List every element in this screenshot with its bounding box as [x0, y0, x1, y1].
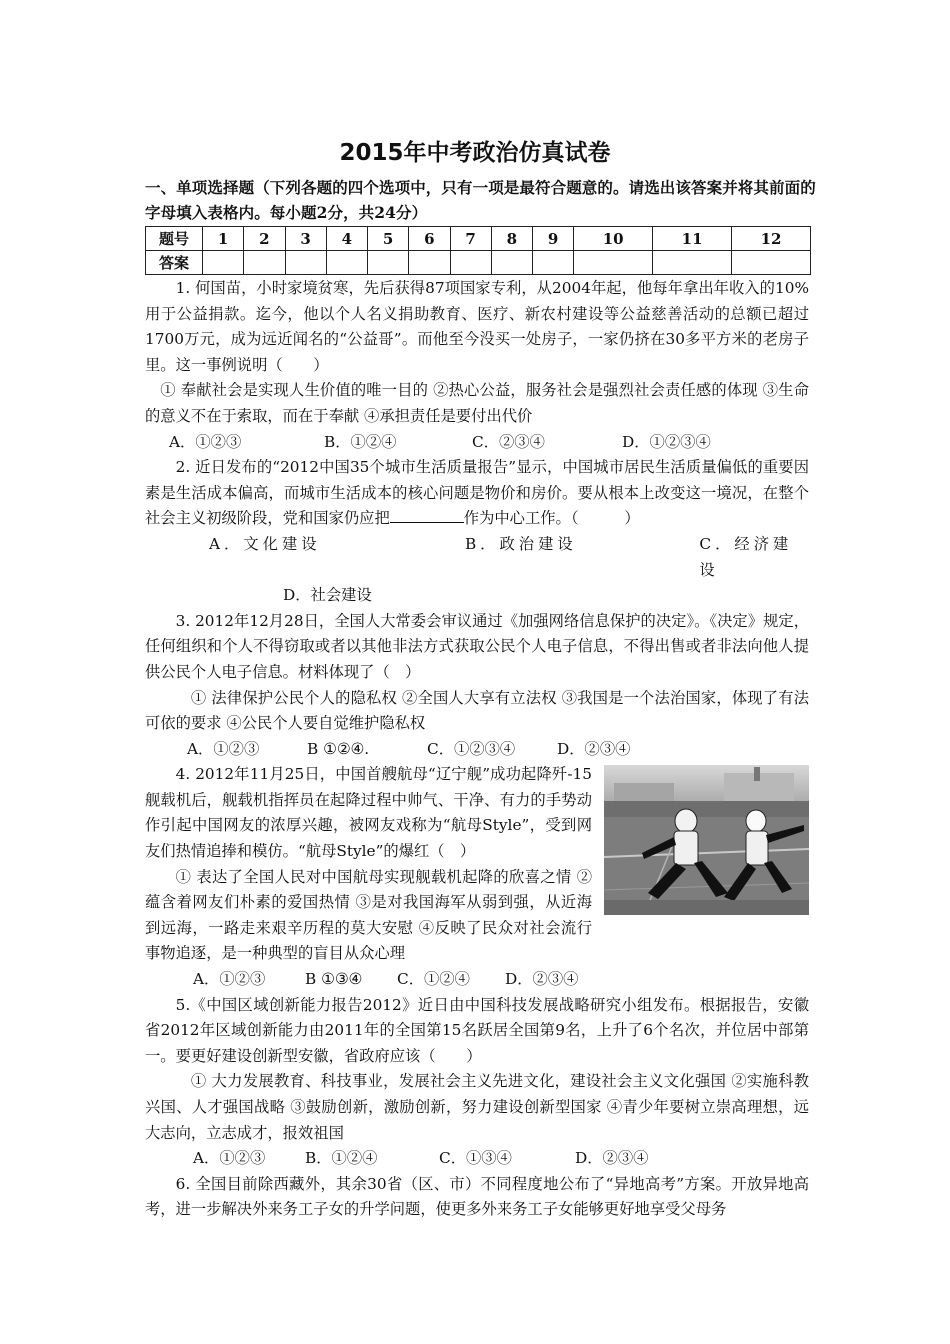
answer-cell[interactable] [653, 251, 732, 275]
table-cell: 8 [491, 227, 532, 251]
question-2-stem-part2: 作为中心工作。（ ） [463, 509, 640, 528]
question-3-statements: ① 法律保护公民个人的隐私权 ②全国人大享有立法权 ③我国是一个法治国家，体现了有法可依的要求 ④公民个人要自觉维护隐私权 [145, 688, 809, 733]
question-1-statements: ① 奉献社会是实现人生价值的唯一目的 ②热心公益，服务社会是强烈社会责任感的体现 ③生命的意义不在于索取，而在于奉献 ④承担责任是要付出代价 [145, 381, 809, 425]
answer-cell[interactable] [533, 251, 574, 275]
question-2-stem-part1: 2. 近日发布的“2012中国35个城市生活质量报告”显示，中国城市居民生活质量偏低的重要因素是生活成本偏高，而城市生活成本的核心问题是物价和房价。要从根本上改变这一境况，在整个社会主义初级阶段，党和国家仍应把 [145, 458, 809, 528]
option-c[interactable]: C．②③④ [472, 432, 545, 451]
question-1-options [145, 430, 809, 456]
question-4-statements: ① 表达了全国人民对中国航母实现舰载机起降的欣喜之情 ②蕴含着网友们朴素的爱国热情 ③是对我国海军从弱到强，从近海到远海，一路走来艰辛历程的莫大安慰 ④反映了民众对社会流行事物追逐，是一种典型的盲目从众心理 [145, 867, 592, 963]
table-row [146, 251, 811, 275]
question-2-options [145, 532, 809, 583]
question-3-stem: 3. 2012年12月28日，全国人大常委会审议通过《加强网络信息保护的决定》。《决定》规定，任何组织和个人不得窃取或者以其他非法方式获取公民个人电子信息，不得出售或者非法向他人提供公民个人电子信息。材料体现了（ ） [145, 611, 809, 681]
table-cell: 2 [244, 227, 285, 251]
answer-cell[interactable] [409, 251, 450, 275]
table-cell: 4 [326, 227, 367, 251]
option-b[interactable]: B ①②④. [307, 739, 370, 758]
option-a[interactable]: A．①②③ [193, 970, 266, 989]
questions-body [145, 276, 809, 1223]
answer-cell[interactable] [450, 251, 491, 275]
option-b[interactable]: B．①②④ [305, 1149, 378, 1168]
table-cell: 10 [574, 227, 653, 251]
question-5-statements: ① 大力发展教育、科技事业，发展社会主义先进文化，建设社会主义文化强国 ②实施科教兴国、人才强国战略 ③鼓励创新，激励创新，努力建设创新型国家 ④青少年要树立崇高理想，远大志向，立志成才，报效祖国 [145, 1072, 809, 1142]
answer-cell[interactable] [368, 251, 409, 275]
option-d[interactable]: D．②③④ [557, 739, 631, 758]
table-cell: 9 [533, 227, 574, 251]
question-6-stem: 6. 全国目前除西藏外，其余30省（区、市）不同程度地公布了“异地高考”方案。开放异地高考，进一步解决外来务工子女的升学问题，使更多外来务工子女能够更好地享受父母务 [145, 1174, 809, 1219]
question-4-options [145, 967, 809, 993]
table-cell: 11 [653, 227, 732, 251]
aircraft-carrier-photo [604, 765, 809, 915]
table-header-cell: 答案 [146, 251, 203, 275]
table-cell: 6 [409, 227, 450, 251]
answer-cell[interactable] [244, 251, 285, 275]
fill-blank[interactable] [390, 506, 464, 523]
option-c[interactable]: C．经济建设 [699, 534, 793, 579]
option-c[interactable]: C．①③④ [439, 1149, 512, 1168]
option-a[interactable]: A．①②③ [187, 739, 260, 758]
table-row [146, 227, 811, 251]
option-b[interactable]: B ①③④ [305, 970, 363, 989]
option-b[interactable]: B．政治建设 [464, 534, 577, 553]
option-c[interactable]: C．①②④ [397, 970, 470, 989]
answer-cell[interactable] [285, 251, 326, 275]
option-a[interactable]: A．①②③ [169, 432, 242, 451]
table-cell: 7 [450, 227, 491, 251]
question-1-stem: 1. 何国苗，小时家境贫寒，先后获得87项国家专利，从2004年起，他每年拿出年收入的10%用于公益捐款。迄今，他以个人名义捐助教育、医疗、新农村建设等公益慈善活动的总额已超过1700万元，成为远近闻名的“公益哥”。而他至今没买一处房子，一家仍挤在30多平方米的老房子里。这一事例说明（ ） [145, 279, 809, 374]
option-a[interactable]: A．文化建设 [209, 534, 321, 553]
answer-cell[interactable] [326, 251, 367, 275]
question-2-stem [145, 455, 809, 532]
option-d[interactable]: D．②③④ [575, 1149, 649, 1168]
question-2-options-2 [145, 583, 809, 609]
option-b[interactable]: B．①②④ [324, 432, 397, 451]
question-5-stem: 5.《中国区域创新能力报告2012》近日由中国科技发展战略研究小组发布。根据报告，安徽省2012年区域创新能力由2011年的全国第15名跃居全国第9名，上升了6个名次，并位居中部第一。要更好建设创新型安徽，省政府应该（ ） [145, 995, 809, 1065]
table-cell: 1 [203, 227, 244, 251]
answer-cell[interactable] [574, 251, 653, 275]
table-cell: 12 [732, 227, 811, 251]
table-header-cell: 题号 [146, 227, 203, 251]
option-d[interactable]: D．社会建设 [283, 586, 372, 605]
section-heading: 一、单项选择题（下列各题的四个选项中，只有一项是最符合题意的。请选出该答案并将其前面的字母填入表格内。每小题2分，共24分） [145, 178, 816, 222]
option-d[interactable]: D．②③④ [505, 970, 579, 989]
answer-cell[interactable] [732, 251, 811, 275]
answer-table [145, 226, 811, 275]
deck-crew-image [604, 765, 809, 915]
table-cell: 5 [368, 227, 409, 251]
answer-cell[interactable] [203, 251, 244, 275]
question-4-stem: 4. 2012年11月25日，中国首艘航母“辽宁舰”成功起降歼-15舰载机后，舰载机指挥员在起降过程中帅气、干净、有力的手势动作引起中国网友的浓厚兴趣，被网友戏称为“航母Style”，受到网友们热情追捧和模仿。“航母Style”的爆红（ ） [145, 765, 592, 861]
page-title: 2015年中考政治仿真试卷 [339, 140, 611, 166]
option-d[interactable]: D．①②③④ [622, 432, 711, 451]
question-5-options [145, 1146, 809, 1172]
table-cell: 3 [285, 227, 326, 251]
option-c[interactable]: C．①②③④ [427, 739, 516, 758]
answer-cell[interactable] [491, 251, 532, 275]
question-3-options [145, 737, 809, 763]
option-a[interactable]: A．①②③ [193, 1149, 266, 1168]
